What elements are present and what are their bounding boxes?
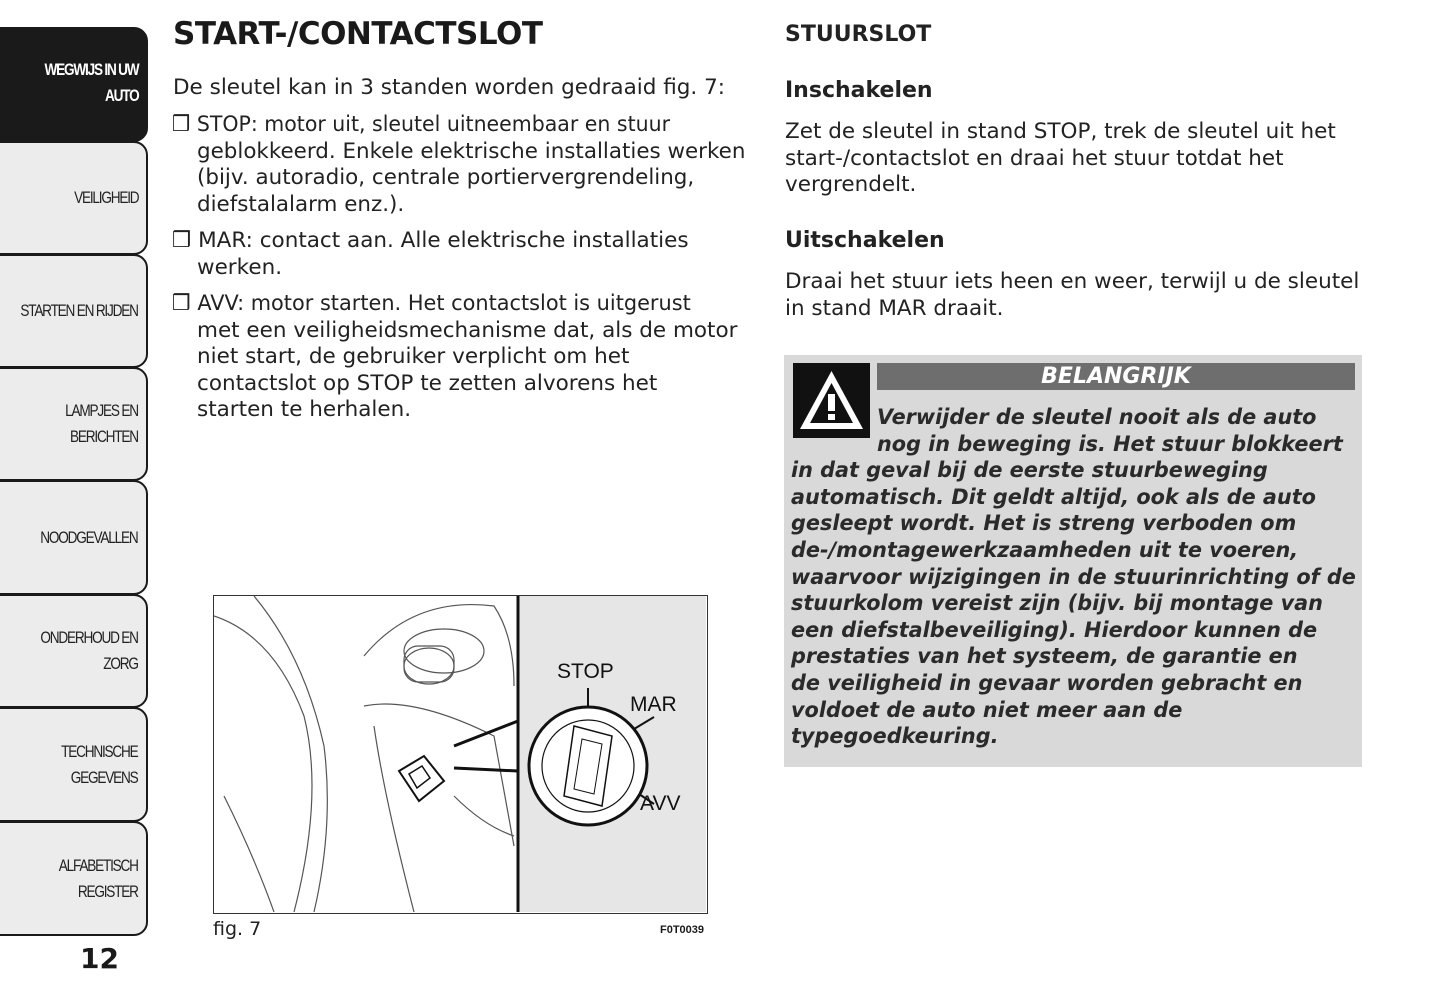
tab-alfabetisch-register[interactable] — [0, 821, 148, 936]
ignition-lock — [529, 707, 647, 825]
tab-lampjes-en-berichten[interactable] — [0, 367, 148, 481]
tab-label: BERICHTEN — [70, 427, 138, 446]
text-line: vergrendelt. — [785, 172, 917, 198]
text-line: voldoet de auto niet meer aan de — [791, 697, 1183, 722]
text-line: diefstalalarm enz.). — [197, 191, 405, 217]
tab-label: ONDERHOUD EN — [40, 628, 138, 647]
tab-label: REGISTER — [78, 881, 138, 901]
text-line: de veiligheid in gevaar worden gebracht en — [791, 670, 1303, 695]
text-line: start-/contactslot en draai het stuur totdat het — [785, 145, 1284, 171]
text-line: werken. — [197, 254, 283, 280]
text-line: Draai het stuur iets heen en weer, terwijl u de sleutel — [785, 269, 1360, 294]
tab-label: WEGWIJS IN UW — [44, 60, 138, 79]
section-title: START-/CONTACTSLOT — [173, 16, 543, 52]
inschakelen-text — [785, 119, 1336, 199]
tab-label: LAMPJES EN — [65, 401, 138, 420]
label-mar: MAR — [630, 693, 677, 716]
tab-label: NOODGEVALLEN — [40, 527, 138, 547]
tab-label: TECHNISCHE — [61, 741, 138, 761]
text-line: gesleept wordt. Het is streng verboden om — [791, 511, 1297, 536]
text-line: prestaties van het systeem, de garantie en — [791, 644, 1298, 669]
tab-label: ALFABETISCH — [58, 855, 138, 875]
tab-veiligheid[interactable] — [0, 141, 148, 255]
text-line: een diefstalbeveiliging). Hierdoor kunnen de — [791, 617, 1318, 642]
warning-title: BELANGRIJK — [877, 363, 1355, 390]
text-line: (bijv. autoradio, centrale portiervergrendeling, — [197, 165, 695, 191]
bullet-avv — [172, 291, 738, 424]
text-line: Zet de sleutel in stand STOP, trek de sleutel uit het — [785, 119, 1336, 144]
bullet-stop — [172, 112, 747, 218]
text-line: ❒ STOP: motor uit, sleutel uitneembaar en stuur — [172, 112, 671, 137]
text-line: ❒ AVV: motor starten. Het contactslot is uitgerust — [172, 291, 691, 316]
label-stop: STOP — [557, 660, 614, 683]
tab-label: VEILIGHEID — [73, 188, 138, 207]
label-avv: AVV — [640, 792, 681, 815]
tab-starten-en-rijden[interactable] — [0, 254, 148, 368]
text-line: contactslot op STOP te zetten alvorens het — [197, 370, 658, 396]
text-line: typegoedkeuring. — [791, 724, 999, 749]
text-line: met een veiligheidsmechanisme dat, als de motor — [197, 317, 738, 343]
tab-onderhoud-en-zorg[interactable] — [0, 594, 148, 708]
heading-uitschakelen: Uitschakelen — [785, 228, 945, 253]
text-line: Verwijder de sleutel nooit als de auto — [877, 405, 1317, 429]
text-line: geblokkeerd. Enkele elektrische installaties werken — [197, 138, 746, 164]
tab-label: ZORG — [103, 654, 138, 673]
tab-technische-gegevens[interactable] — [0, 707, 148, 822]
bullet-mar — [172, 228, 689, 281]
text-line: niet start, de gebruiker verplicht om het — [197, 344, 630, 370]
tab-label: AUTO — [104, 86, 138, 105]
uitschakelen-text — [785, 269, 1359, 322]
stuurslot-title: STUURSLOT — [785, 22, 932, 47]
heading-inschakelen: Inschakelen — [785, 78, 933, 103]
intro-text: De sleutel kan in 3 standen worden gedraaid fig. 7: — [173, 75, 726, 100]
warning-box — [784, 355, 1362, 767]
ignition-illustration — [214, 596, 706, 912]
text-line: stuurkolom vereist zijn (bijv. bij montage van — [791, 591, 1323, 616]
tab-label: STARTEN EN RIJDEN — [20, 301, 138, 320]
figure-code: F0T0039 — [660, 924, 705, 936]
tab-label: GEGEVENS — [71, 767, 138, 787]
page-number: 12 — [80, 942, 119, 975]
dashboard-drawing — [214, 596, 514, 912]
text-line: automatisch. Dit geldt altijd, ook als de auto — [791, 484, 1316, 509]
text-line: waarvoor wijzigingen in de stuurinrichting of de — [791, 564, 1356, 589]
figure-caption: fig. 7 — [213, 918, 262, 940]
figure-ignition-switch — [213, 595, 708, 914]
text-line: in stand MAR draait. — [785, 295, 1004, 321]
text-line: ❒ MAR: contact aan. Alle elektrische installaties — [172, 228, 689, 253]
tab-wegwijs-in-uw-auto[interactable] — [0, 27, 148, 142]
warning-text — [791, 404, 1362, 750]
text-line: starten te herhalen. — [197, 397, 412, 423]
text-line: nog in beweging is. Het stuur blokkeert — [877, 431, 1343, 456]
text-line: de-/montagewerkzaamheden uit te voeren, — [791, 537, 1299, 562]
tab-noodgevallen[interactable] — [0, 480, 148, 595]
text-line: in dat geval bij de eerste stuurbeweging — [791, 458, 1268, 483]
